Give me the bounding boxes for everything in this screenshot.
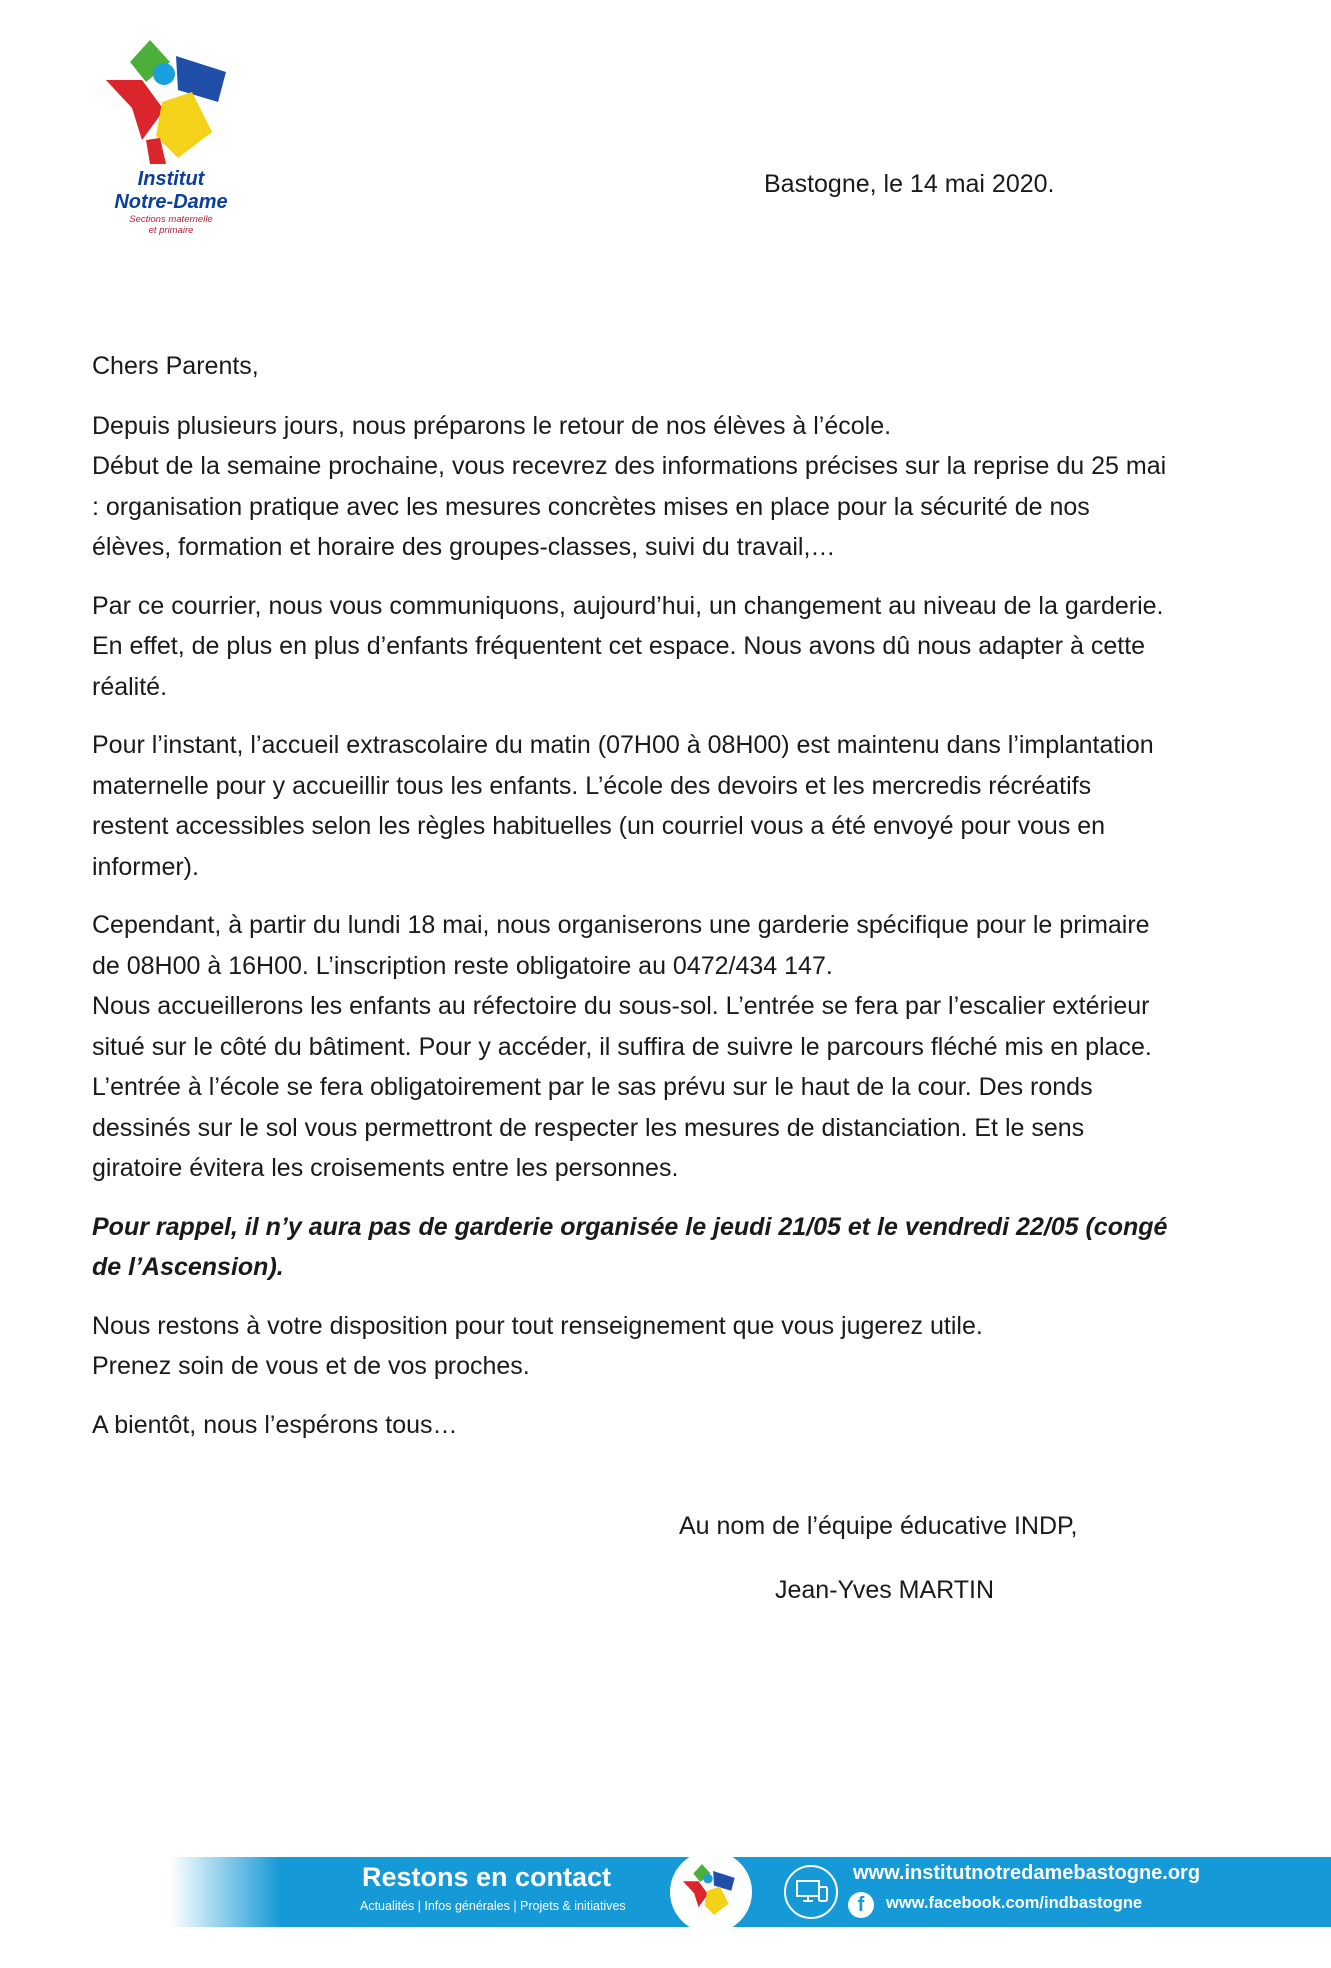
school-logo <box>96 40 246 240</box>
logo-subtitle <box>96 214 246 236</box>
logo-name-line2: Notre-Dame <box>114 191 228 213</box>
reminder-note: Pour rappel, il n’y aura pas de garderie organisée le jeudi 21/05 et le vendredi 22/05 (congé de l’Ascension). <box>92 1212 1168 1281</box>
paragraph-intro: Depuis plusieurs jours, nous préparons le retour de nos élèves à l’école. <box>92 411 892 440</box>
paragraph-availability: Nous restons à votre disposition pour tout renseignement que vous jugerez utile. <box>92 1311 983 1340</box>
website-link[interactable]: www.institutnotredamebastogne.org <box>853 1862 1201 1884</box>
paragraph-next-week: Début de la semaine prochaine, vous recevrez des informations précises sur la reprise du 25 mai : organisation pratique avec les mesures concrètes mises en place pour la sécurité de nos élèves, formation et horaire des groupes-classes, suivi du travail,… <box>92 452 1167 561</box>
facebook-link[interactable]: www.facebook.com/indbastogne <box>886 1894 1143 1912</box>
signature-name: Jean-Yves MARTIN <box>775 1576 995 1604</box>
logo-name-line1: Institut <box>137 168 205 190</box>
paragraph-farewell: A bientôt, nous l’espérons tous… <box>92 1410 458 1439</box>
paragraph-change: Par ce courrier, nous vous communiquons, aujourd’hui, un changement au niveau de la garderie. En effet, de plus en plus d’enfants fréquentent cet espace. Nous avons dû nous adapter à cette réalité. <box>92 591 1164 701</box>
logo-name <box>96 168 246 214</box>
letter-date: Bastogne, le 14 mai 2020. <box>764 170 1055 198</box>
facebook-icon: f <box>848 1892 874 1918</box>
paragraph-care: Prenez soin de vous et de vos proches. <box>92 1352 530 1380</box>
devices-icon <box>784 1865 838 1919</box>
salutation: Chers Parents, <box>92 352 259 380</box>
paragraph-morning-care: Pour l’instant, l’accueil extrascolaire du matin (07H00 à 08H00) est maintenu dans l’implantation maternelle pour y accueillir tous les enfants. L’école des devoirs et les mercredis récréatifs restent accessibles selon les règles habituelles (un courriel vous a été envoyé pour vous en informer). <box>92 731 1154 881</box>
school-logo-star-icon <box>106 40 236 165</box>
logo-sub-line1: Sections maternelle <box>129 214 213 225</box>
footer-tagline: Actualités | Infos générales | Projets & initiatives <box>360 1899 626 1913</box>
letter-body <box>92 346 1172 1463</box>
contact-footer-banner <box>170 1857 1331 1927</box>
paragraph-daycare-access: Nous accueillerons les enfants au réfectoire du sous-sol. L’entrée se fera par l’escalier extérieur situé sur le côté du bâtiment. Pour y accéder, il suffira de suivre le parcours fléché mis en place. L’entrée à l’école se fera obligatoirement par le sas prévu sur le haut de la cour. Des ronds dessinés sur le sol vous permettront de respecter les mesures de distanciation. Et le sens giratoire évitera les croisements entre les personnes. <box>92 992 1152 1182</box>
closing-line: Au nom de l’équipe éducative INDP, <box>679 1512 1078 1540</box>
footer-logo <box>670 1851 752 1933</box>
logo-sub-line2: et primaire <box>148 225 194 236</box>
paragraph-daycare-start: Cependant, à partir du lundi 18 mai, nous organiserons une garderie spécifique pour le primaire de 08H00 à 16H00. L’inscription reste obligatoire au 0472/434 147. <box>92 911 1150 980</box>
footer-star-icon <box>683 1863 739 1919</box>
footer-title: Restons en contact <box>362 1862 612 1892</box>
